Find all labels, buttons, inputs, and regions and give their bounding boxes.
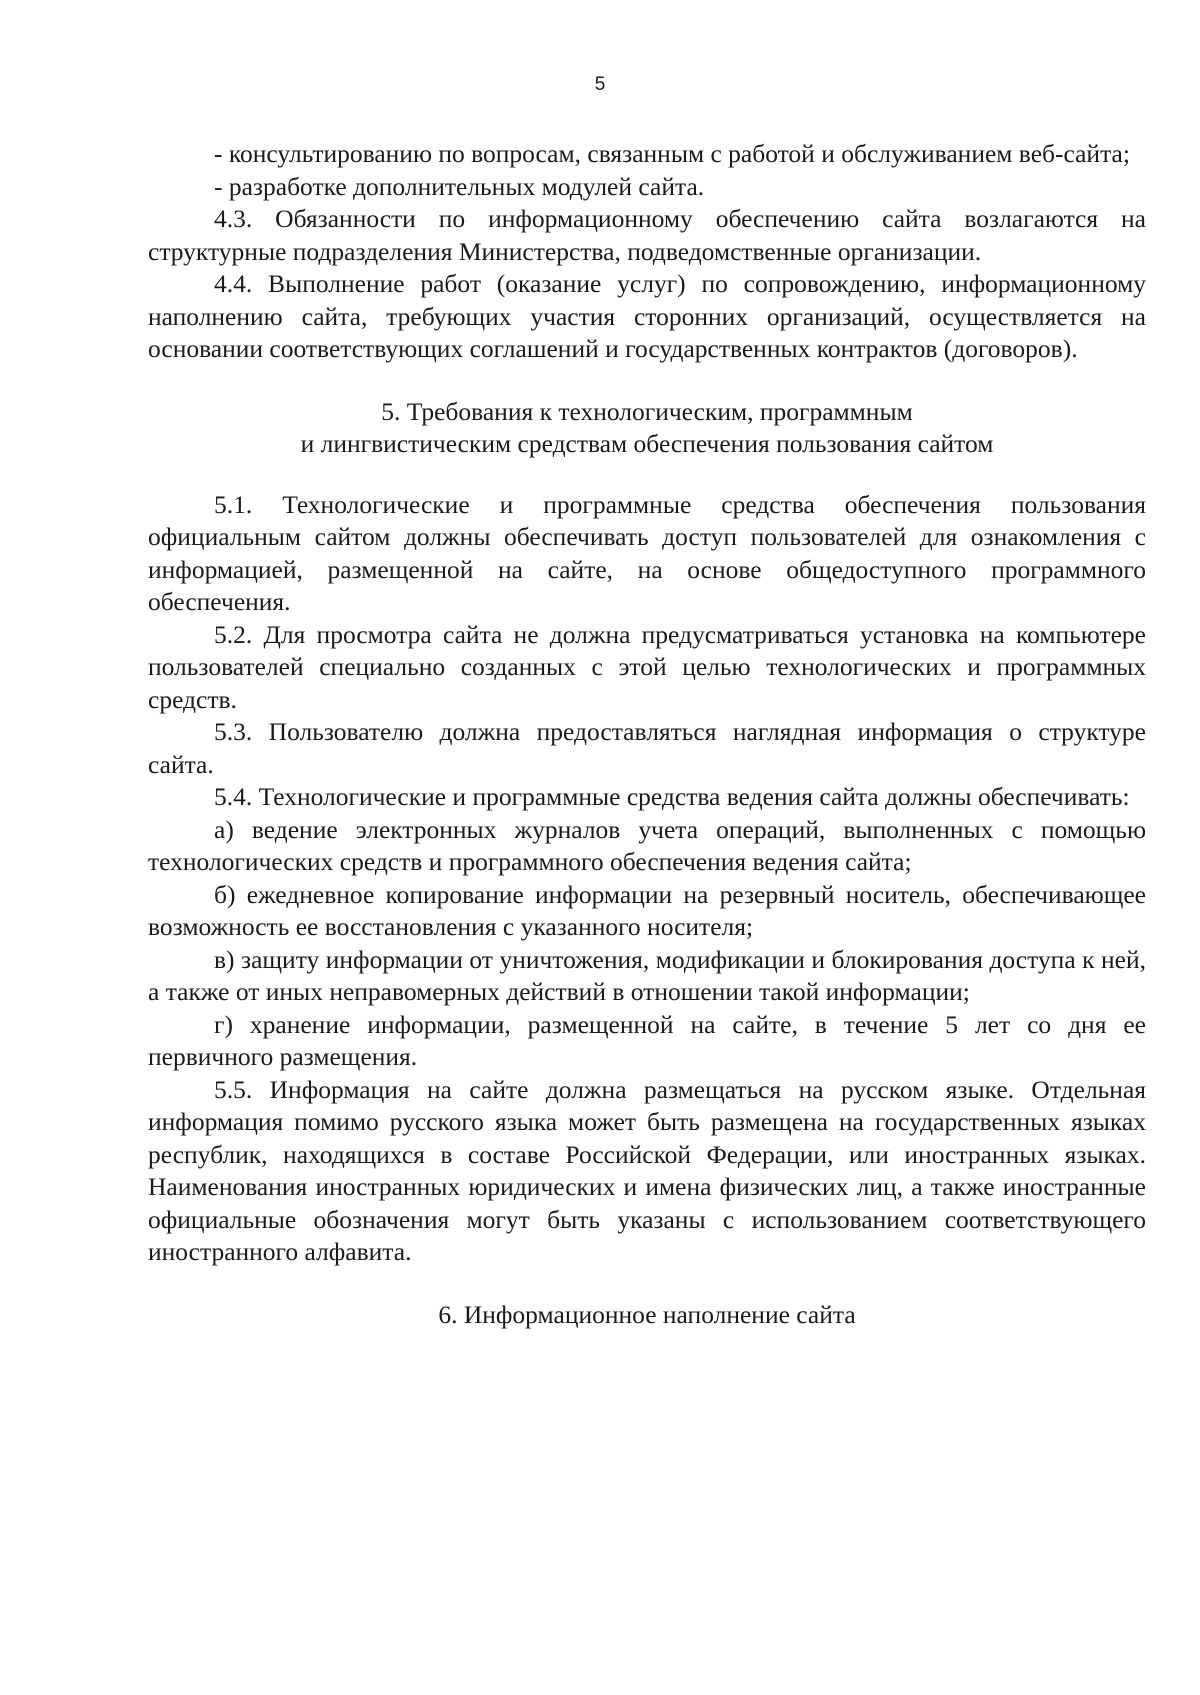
- section-5-heading-line-2: и лингвистическим средствам обеспечения пользования сайтом: [300, 429, 994, 458]
- list-item-a: а) ведение электронных журналов учета операций, выполненных с помощью технологических средств и программного обеспечения ведения сайта;: [148, 814, 1146, 876]
- paragraph-5-5: 5.5. Информация на сайте должна размещаться на русском языке. Отдельная информация помимо русского языка может быть размещена на государственных языках республик, находящихся в составе Российской Федерации, или иностранных языках. Наименования иностранных юридических и имена физических лиц, а также иностранные официальные обозначения могут быть указаны с использованием соответствующего иностранного алфавита.: [148, 1074, 1146, 1266]
- section-6-heading: 6. Информационное наполнение сайта: [438, 1299, 856, 1329]
- page-number: 5: [594, 74, 606, 95]
- section-5-heading: [148, 396, 1146, 461]
- document-body: [148, 138, 1146, 1331]
- list-item-v: в) защиту информации от уничтожения, модификации и блокирования доступа к ней, а также от иных неправомерных действий в отношении такой информации;: [148, 944, 1146, 1006]
- section-5-heading-line-1: 5. Требования к технологическим, программным: [381, 396, 913, 426]
- paragraph-5-2: 5.2. Для просмотра сайта не должна предусматриваться установка на компьютере пользователей специально созданных с этой целью технологических и программных средств.: [148, 619, 1146, 714]
- list-item-b: б) ежедневное копирование информации на резервный носитель, обеспечивающее возможность ее восстановления с указанного носителя;: [148, 879, 1146, 941]
- paragraph-5-4: 5.4. Технологические и программные средства ведения сайта должны обеспечивать:: [214, 782, 1130, 811]
- list-item-modules: - разработке дополнительных модулей сайта.: [214, 171, 705, 201]
- list-item-g: г) хранение информации, размещенной на сайте, в течение 5 лет со дня ее первичного размещения.: [148, 1009, 1146, 1071]
- list-item-consulting: - консультированию по вопросам, связанным с работой и обслуживанием веб-сайта;: [214, 139, 1130, 168]
- paragraph-5-3: 5.3. Пользователю должна предоставляться наглядная информация о структуре сайта.: [148, 717, 1146, 779]
- paragraph-5-1: 5.1. Технологические и программные средства обеспечения пользования официальным сайтом должны обеспечивать доступ пользователей для ознакомления с информацией, размещенной на сайте, на основе общедоступного программного обеспечения.: [148, 489, 1146, 616]
- paragraph-4-4: 4.4. Выполнение работ (оказание услуг) по сопровождению, информационному наполнению сайта, требующих участия сторонних организаций, осуществляется на основании соответствующих соглашений и государственных контрактов (договоров).: [148, 269, 1146, 363]
- paragraph-4-3: 4.3. Обязанности по информационному обеспечению сайта возлагаются на структурные подразделения Министерства, подведомственные организации.: [148, 204, 1146, 266]
